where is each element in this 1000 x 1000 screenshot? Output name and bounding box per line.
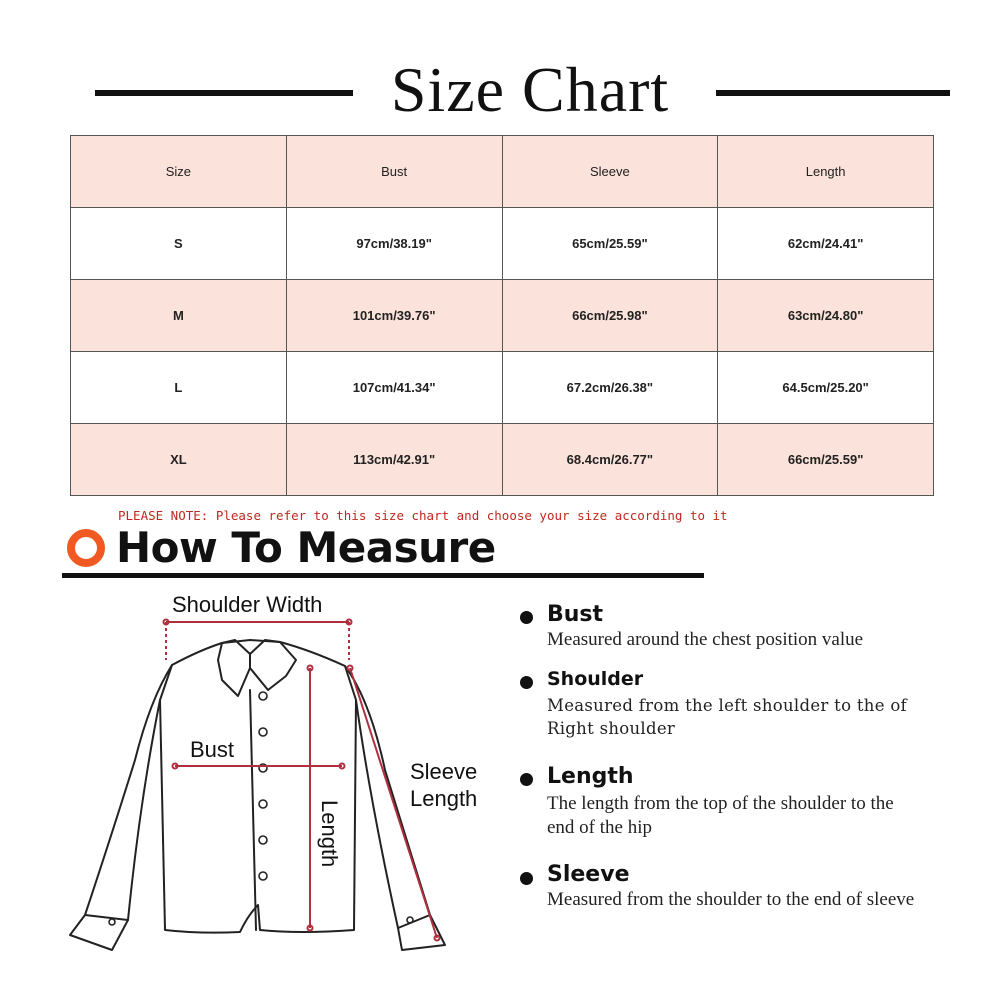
measure-item-text: The length from the top of the shoulder to the end of the hip — [547, 793, 894, 838]
measure-item-text: Measured around the chest position value — [547, 629, 864, 650]
sleeve-length-label-line1: Sleeve — [410, 759, 478, 784]
table-row — [71, 352, 934, 424]
bullet-icon — [520, 773, 533, 786]
table-row — [71, 424, 934, 496]
ring-bullet-icon — [66, 528, 106, 568]
size-cell: M — [71, 280, 287, 352]
length-cell: 64.5cm/25.20" — [718, 352, 934, 424]
measure-item-heading: Length — [547, 764, 634, 789]
sleeve-cell: 68.4cm/26.77" — [502, 424, 718, 496]
title-rule-right — [716, 90, 950, 96]
size-note: PLEASE NOTE: Please refer to this size chart and choose your size according to it — [118, 508, 728, 523]
bust-cell: 101cm/39.76" — [286, 280, 502, 352]
how-to-measure-underline — [62, 573, 704, 578]
bullet-icon — [520, 611, 533, 624]
shirt-outline-icon — [70, 640, 445, 950]
bust-cell: 107cm/41.34" — [286, 352, 502, 424]
column-header-bust: Bust — [286, 136, 502, 208]
length-label: Length — [317, 800, 342, 868]
table-row — [71, 280, 934, 352]
size-cell: S — [71, 208, 287, 280]
how-to-measure-title: How To Measure — [116, 523, 496, 572]
sleeve-length-label-line2: Length — [410, 786, 478, 811]
measure-item-text: Measured from the left shoulder to the of Right shoulder — [547, 696, 907, 738]
measurement-lines — [164, 620, 440, 941]
shirt-measurement-diagram — [60, 585, 500, 975]
bullet-icon — [520, 872, 533, 885]
shoulder-width-label: Shoulder Width — [172, 592, 323, 617]
measure-item-heading: Sleeve — [547, 862, 630, 887]
bust-cell: 113cm/42.91" — [286, 424, 502, 496]
sleeve-cell: 67.2cm/26.38" — [502, 352, 718, 424]
size-cell: XL — [71, 424, 287, 496]
title-rule-left — [95, 90, 353, 96]
measure-item-text: Measured from the shoulder to the end of sleeve — [547, 889, 915, 910]
length-cell: 62cm/24.41" — [718, 208, 934, 280]
table-row — [71, 208, 934, 280]
size-table — [70, 135, 934, 496]
bust-label: Bust — [190, 737, 235, 762]
bust-cell: 97cm/38.19" — [286, 208, 502, 280]
measure-item-heading: Bust — [547, 602, 604, 627]
sleeve-cell: 65cm/25.59" — [502, 208, 718, 280]
measure-item-heading: Shoulder — [547, 668, 644, 690]
column-header-size: Size — [71, 136, 287, 208]
page-title: Size Chart — [390, 54, 670, 125]
length-cell: 66cm/25.59" — [718, 424, 934, 496]
sleeve-cell: 66cm/25.98" — [502, 280, 718, 352]
bullet-icon — [520, 676, 533, 689]
size-cell: L — [71, 352, 287, 424]
column-header-sleeve: Sleeve — [502, 136, 718, 208]
length-cell: 63cm/24.80" — [718, 280, 934, 352]
column-header-length: Length — [718, 136, 934, 208]
table-header-row — [71, 136, 934, 208]
